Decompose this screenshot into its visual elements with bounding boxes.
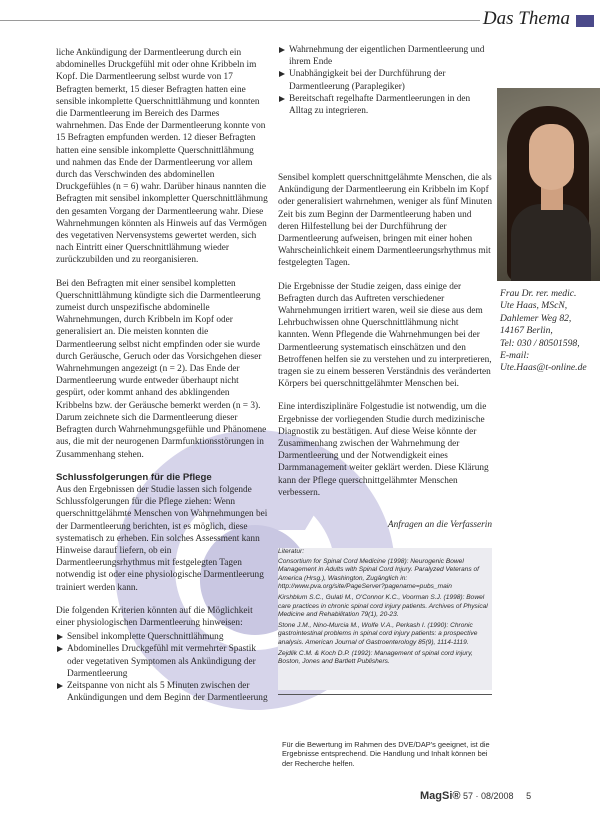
reference-item: Zejdlik C.M. & Koch D.P. (1992): Management of spinal cord injury, Boston, Jones and Bartlett Publishers. — [278, 649, 473, 666]
magazine-name: MagSi® — [420, 790, 461, 802]
author-caption — [500, 288, 598, 375]
middle-column — [278, 172, 492, 510]
header-rule — [0, 20, 480, 21]
list-item: Bereitschaft regelhafte Darmentleerungen in den Alltag zu integrieren. — [278, 93, 492, 117]
caption-line: E-mail: — [500, 350, 530, 362]
list-item: Abdominelles Druckgefühl mit vermehrter Spastik oder vegetativen Symptomen als Ankündigung der Darmentleerung — [56, 643, 268, 680]
paragraph: Sensibel komplett querschnittgelähmte Menschen, die als Ankündigung der Darmentleerung ein Kribbeln im Kopf oder generalisiert wahrnehmen, weniger als fünf Minuten Zeit bis zum Beginn der Darmentleerung haben und deren Hilfestellung bei der Durchführung der Darmentleerung aufweisen, bringen mit einer hohen Wahrscheinlichkeit einem Darmentleerungsrhythmus mit festgelegten Tagen. — [278, 173, 493, 269]
author-contact-note: Anfragen an die Verfasserin — [387, 520, 492, 530]
reference-item: Consortium for Spinal Cord Medicine (1998): Neurogenic Bowel Management in Adults with Spinal Cord Injury. Paralyzed Veterans of America (Hrsg.), Washington, Zugänglich in: http://www.pva.org/site/PageServer?pagename=pubs_main — [278, 557, 479, 591]
references-divider — [278, 694, 492, 695]
issue-number: 57 · 08/2008 — [463, 791, 514, 801]
criteria-list-continued — [278, 44, 492, 117]
paragraph: Aus den Ergebnissen der Studie lassen sich folgende Schlussfolgerungen für die Pflege ziehen: Wenn querschnittgelähmte Menschen von Wahrnehmungen bei der Darmentleerung berichten, ist es möglich, diese systematisch zu erheben. Ein solches Assessment kann Hinweise darauf liefern, ob ein Darmentleerungsrhythmus mit festgelegten Tagen notwendig ist oder eine physiologische Darmentleerung trainiert werden kann. — [56, 484, 268, 593]
certification-note: Für die Bewertung im Rahmen des DVE/DAP's geeignet, ist die Ergebnisse entsprechend. Die Handlung und Inhalt können bei der Recherche helfen. — [282, 740, 490, 768]
references-title: Literatur: — [278, 548, 305, 555]
page-footer — [420, 790, 592, 802]
list-item: Wahrnehmung der eigentlichen Darmentleerung und ihrem Ende — [278, 44, 492, 68]
author-photo — [497, 88, 600, 281]
page-number: 5 — [526, 791, 532, 801]
middle-column-bullets — [278, 44, 492, 127]
list-item: Zeitspanne von nicht als 5 Minuten zwischen der Ankündigungen und dem Beginn der Darmentleerung — [56, 680, 268, 704]
list-item: Unabhängigkeit bei der Durchführung der Darmentleerung (Paraplegiker) — [278, 68, 492, 92]
paragraph: Die Ergebnisse der Studie zeigen, dass einige der Befragten durch das Auftreten verschiedener Wahrnehmungen irritiert waren, weil sie diese aus dem Lehrbuchwissen ohne Querschnittlähmung nicht kannten. Wenn Pflegende die Wahrnehmungen bei der Darmentleerung systematisch einschätzen und den Betroffenen helfen sie zu verstehen und zu interpretieren, tragen sie zu einem besseren Verständnis des veränderten Körpers bei querschnittgelähmter Menschen bei. — [278, 281, 492, 390]
caption-line: Ute Haas, MScN, — [500, 300, 568, 312]
caption-line: 14167 Berlin, — [500, 325, 553, 337]
references-box — [278, 548, 492, 690]
subheading: Schlussfolgerungen für die Pflege — [56, 471, 212, 483]
section-title: Das Thema — [482, 8, 570, 29]
caption-line: Tel: 030 / 80501598, — [500, 337, 580, 349]
header — [0, 8, 600, 30]
list-item: Sensibel inkomplette Querschnittlähmung — [56, 631, 268, 643]
photo-face — [529, 124, 574, 190]
paragraph: Eine interdisziplinäre Folgestudie ist notwendig, um die Ergebnisse der vorliegenden Studie durch medizinische Diagnostik zu bestätigen. Auf diese Weise könnte der Zusammenhang zwischen der Wahrnehmung der Darmentleerung und der Notwendigkeit eines Darmmanagement weiter geklärt werden. Diese Klärung kann der Pflege querschnittgelähmter Menschen verbessern. — [278, 402, 489, 498]
header-accent-square — [576, 15, 594, 27]
paragraph: Die folgenden Kriterien könnten auf die Möglichkeit einer physiologischen Darmentleerung hinweisen: — [56, 605, 253, 628]
caption-line: Dahlemer Weg 82, — [500, 312, 572, 324]
caption-line: Frau Dr. rer. medic. — [500, 288, 577, 299]
photo-shirt — [511, 204, 591, 281]
left-column — [56, 47, 268, 714]
paragraph: Bei den Befragten mit einer sensibel kompletten Querschnittlähmung kündigte sich die Darmentleerung zumeist durch unspezifische abdominelle Wahrnehmungen, durch Kribbeln im Kopf oder generalisiert an. Die meisten konnten die Darmentleerung selbst nicht empfinden oder sie wurde durch Geräusche, Geruch oder das Vorsichgehen dieser Wahrnehmungen angezeigt (n = 2). Das Ende der Darmentleerung wurde entweder überhaupt nicht gespürt, oder kommt anhand des abklingenden Kribbelns bzw. der Geräusche bemerkt werden (n = 3). Darum zeichnete sich die Darmentleerung dieser Befragten durch Wahrnehmungsgefühle und Phänomene aus, die mit der neurogenen Darmfunktionsstörungen in Zusammenhang stehen. — [56, 278, 267, 460]
paragraph: liche Ankündigung der Darmentleerung durch ein abdominelles Druckgefühl mit oder ohne Kribbeln im Kopf. Die Darmentleerung selbst wurde von 17 Befragten bemerkt, 15 dieser Befragten hatten eine sensible inkomplette Querschnittlähmung und konnten die Darmentleerung im Bereich des Darmes wahrnehmen. Das Ende der Darmentleerung konnte von 15 Befragten empfunden werden. 12 dieser Befragten hatten eine sensible inkomplette Querschnittlähmung und nahmen das Ende der Darmentleerung vor allem durch das Verschwinden des abdominellen Druckgefühles (n = 6) wahr. Darüber hinaus nannten die Befragten mit sensibel inkompletter Querschnittlähmung den gesamten Vorgang der Darmentleerung wahr. Diese Wahrnehmungen könnten als Hinweis auf das Vermögen des vegetativen Nervensystems gewertet werden, sich nach Eintritt einer Querschnittlähmung wieder zurückzubilden und zu reorganisieren. — [56, 48, 268, 266]
reference-item: Stone J.M., Nino-Murcia M., Wolfe V.A., Perkash I. (1990): Chronic gastrointestinal problems in spinal cord injury patients: a prospective analysis. American Journal of Gastroenterology 85(9), 1114-1119. — [278, 621, 478, 646]
reference-item: Kirshblum S.C., Gulati M., O'Connor K.C., Voorman S.J. (1998): Bowel care practices in chronic spinal cord injury patients. Archives of Physical Medicine and Rehabilitation 79(1), 20-23. — [278, 593, 488, 619]
criteria-list — [56, 631, 268, 704]
caption-email-link[interactable]: Ute.Haas@t-online.de — [500, 362, 587, 374]
